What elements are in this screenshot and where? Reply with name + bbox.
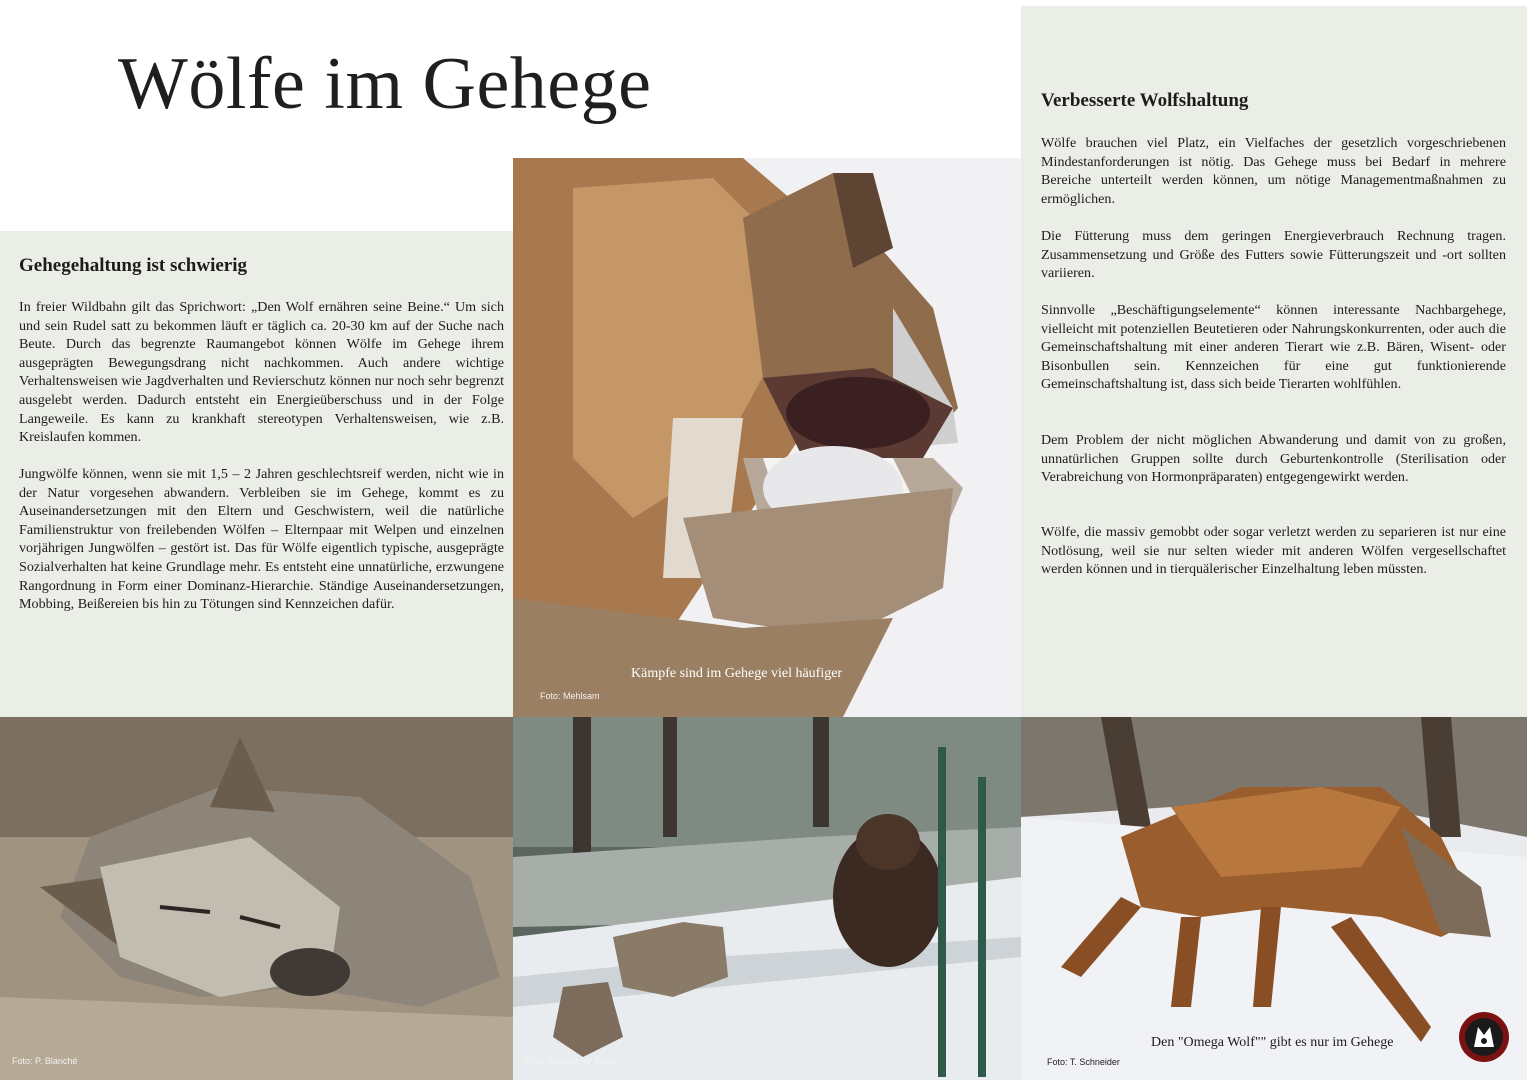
right-paragraph-5: Wölfe, die massiv gemobbt oder sogar verletzt werden zu separieren ist nur eine Notlösung, weil sie nur selten wieder mit anderen Wölfen vergesellschaftet werden können und in tierquälerischer Einzelhaltung leben müssten. [1041, 524, 1506, 578]
right-paragraph-2: Die Fütterung muss dem geringen Energieverbrauch Rechnung tragen. Zusammensetzung und Größe des Futters sowie Fütterungszeit und -ort sollten variieren. [1041, 228, 1506, 282]
right-paragraph-4: Dem Problem der nicht möglichen Abwanderung und damit von zu großen, unnatürlichen Gruppen sollte durch Geburtenkontrolle (Sterilisation oder Verabreichung von Hormonpräparaten) entgegengewirkt werden. [1041, 432, 1506, 486]
photo-bear-and-wolves [513, 717, 1021, 1080]
photo-omega-wolf [1021, 717, 1527, 1080]
bear-photo-credit: Foto: Stiftung für Bären [525, 1056, 619, 1066]
fight-photo-caption: Kämpfe sind im Gehege viel häufiger [631, 666, 843, 681]
right-text-panel [1021, 6, 1527, 717]
wolf-logo-icon [1458, 1011, 1510, 1063]
fighting-wolves-illustration [513, 158, 1021, 717]
lying-photo-credit: Foto: P. Blanché [12, 1056, 78, 1066]
bear-and-wolves-illustration [513, 717, 1021, 1080]
lying-wolf-illustration [0, 717, 513, 1080]
right-paragraph-1: Wölfe brauchen viel Platz, ein Vielfaches der gesetzlich vorgeschriebenen Mindestanforderungen ist nötig. Das Gehege muss bei Bedarf in mehrere Bereiche unterteilt werden können, um nötige Managementmaßnahmen zu ermöglichen. [1041, 135, 1506, 207]
omega-wolf-illustration [1021, 717, 1527, 1080]
right-heading: Verbesserte Wolfshaltung [1041, 90, 1249, 111]
omega-photo-caption: Den "Omega Wolf"" gibt es nur im Gehege [1151, 1035, 1394, 1050]
right-paragraph-3: Sinnvolle „Beschäftigungselemente“ können interessante Nachbargehege, vielleicht mit potenziellen Beutetieren oder Nahrungskonkurrenten, oder auch die Gemeinschaftshaltung mit einer anderen Tierart wie z.B. Bären, Wisent- oder Bisonbullen sein. Kennzeichen für eine gut funktionierende Gemeinschaftshaltung ist, dass sich beide Tierarten wohlfühlen. [1041, 302, 1506, 393]
left-paragraph-1: In freier Wildbahn gilt das Sprichwort: „Den Wolf ernähren seine Beine.“ Um sich und sein Rudel satt zu bekommen läuft er täglich ca. 20-30 km auf der Suche nach Beute. Durch das begrenzte Raumangebot können Wölfe im Gehege ihrem ausgeprägten Bewegungsdrang nicht nachkommen. Auch andere wichtige Verhaltensweisen wie Jagdverhalten und Revierschutz können nur noch sehr begrenzt ausgelebt werden. Dadurch entsteht ein Energieüberschuss und in der Folge Langeweile. Es kann zu krankhaft stereotypen Verhaltensweisen, wie z.B. Kreislaufen kommen. [19, 299, 504, 446]
page-title: Wölfe im Gehege [118, 43, 652, 125]
left-text-panel [0, 231, 513, 717]
left-paragraph-2: Jungwölfe können, wenn sie mit 1,5 – 2 Jahren geschlechtsreif werden, nicht wie in der Natur vorgesehen abwandern. Verbleiben sie im Gehege, kommt es zu Auseinandersetzungen mit den Eltern und Geschwistern, weil die natürliche Familienstruktur von freilebenden Wölfen – Elternpaar mit Welpen und einzelnen vorjährigen Jungwölfen – gestört ist. Das für Wölfe eigentlich typische, ausgeprägte Sozialverhalten hat keine Grundlage mehr. Es entsteht eine unnatürliche, erzwungene Rangordnung in Form einer Dominanz-Hierarchie. Ständige Auseinandersetzungen, Mobbing, Beißereien bis hin zu Tötungen sind Kennzeichen dafür. [19, 466, 504, 613]
photo-lying-wolf [0, 717, 513, 1080]
omega-photo-credit: Foto: T. Schneider [1047, 1057, 1120, 1067]
photo-fighting-wolves [513, 158, 1021, 717]
left-heading: Gehegehaltung ist schwierig [19, 255, 247, 276]
fight-photo-credit: Foto: Mehlsam [540, 691, 600, 701]
